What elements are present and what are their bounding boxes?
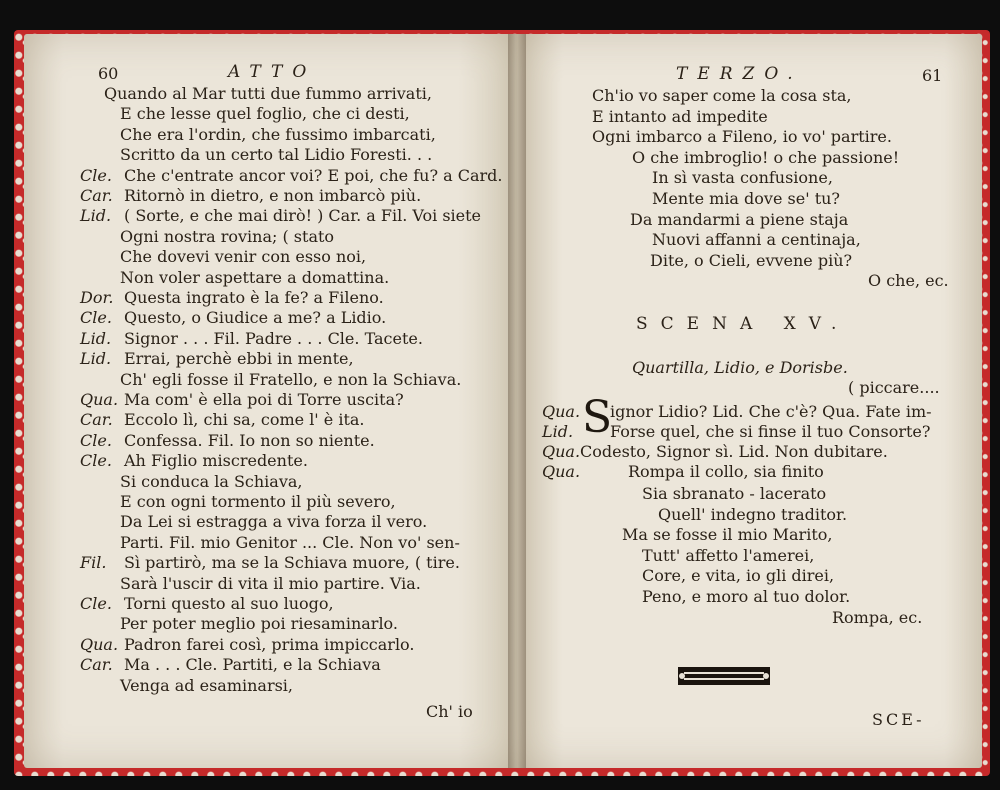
verse-line: Dite, o Cieli, evvene più? (650, 250, 853, 270)
speaker-label: Cle. (80, 451, 112, 471)
verse-line: Sì partirò, ma se la Schiava muore, ( tire. (124, 553, 460, 573)
verse-line: Da Lei si estragga a viva forza il vero. (120, 512, 428, 532)
verse-line: Ah Figlio miscredente. (124, 451, 308, 471)
verse-line: Scritto da un certo tal Lidio Foresti. . . (120, 145, 433, 165)
verse-line: Che c'entrate ancor voi? E poi, che fu? a Card. (124, 165, 503, 185)
speaker-label: Lid. (80, 349, 112, 369)
verse-line: Che dovevi venir con esso noi, (120, 247, 367, 267)
verse-line: Ch'io vo saper come la cosa sta, (592, 86, 852, 105)
verse-line: E intanto ad impedite (592, 106, 768, 126)
scene-heading: SCENA XV. (636, 314, 850, 334)
aria-line: Ma se fosse il mio Marito, (622, 525, 833, 545)
catchword-left: Ch' io (426, 702, 473, 721)
running-head-left: ATTO (228, 62, 317, 82)
verse-line: Non voler aspettare a domattina. (120, 267, 390, 287)
speaker-label: Dor. (80, 288, 114, 307)
speaker-label: Lid. (80, 206, 112, 226)
verse-line: Questa ingrato è la fe? a Fileno. (124, 288, 384, 307)
verse-line: Signor . . . Fil. Padre . . . Cle. Tacete. (124, 328, 423, 348)
speaker-label: Qua. (542, 402, 581, 421)
aria-repeat: Rompa, ec. (832, 608, 923, 627)
verse-line: Ch' egli fosse il Fratello, e non la Schiava. (120, 369, 462, 389)
verse-line: Ritornò in dietro, e non imbarcò più. (124, 186, 422, 205)
running-head-right: TERZO. (676, 64, 803, 84)
aria-line: Peno, e moro al tuo dolor. (642, 587, 851, 606)
verse-line: E che lesse quel foglio, che ci desti, (120, 104, 410, 124)
speaker-label: Lid. (542, 422, 574, 441)
verse-line: E con ogni tormento il più severo, (120, 492, 396, 511)
verse-line: Per poter meglio poi riesaminarlo. (120, 614, 398, 634)
stage-fragment: ( piccare.... (848, 378, 940, 397)
drop-cap: S (582, 392, 613, 443)
aria-line: Sia sbranato - lacerato (642, 484, 827, 503)
page-number-left: 60 (98, 64, 119, 83)
verse-line: Quando al Mar tutti due fummo arrivati, (104, 84, 432, 103)
verse-line: Torni questo al suo luogo, (124, 594, 334, 613)
verse-line: Questo, o Giudice a me? a Lidio. (124, 308, 387, 328)
speaker-label: Qua. (542, 442, 581, 461)
verse-line: Venga ad esaminarsi, (120, 675, 294, 695)
speaker-label: Cle. (80, 430, 112, 450)
verse-line: Che era l'ordin, che fussimo imbarcati, (120, 124, 436, 144)
verse-line: Parti. Fil. mio Genitor ... Cle. Non vo' sen- (120, 532, 460, 552)
verse-line: Confessa. Fil. Io non so niente. (124, 430, 375, 450)
verse-line: Sarà l'uscir di vita il mio partire. Via. (120, 573, 421, 593)
verse-line: Si conduca la Schiava, (120, 471, 303, 491)
dialogue-line: Forse quel, che si finse il tuo Consorte? (610, 422, 931, 441)
verse-line: Padron farei così, prima impiccarlo. (124, 634, 415, 654)
scene-characters: Quartilla, Lidio, e Dorisbe. (632, 358, 848, 377)
aria-line: Quell' indegno traditor. (658, 504, 848, 524)
book-gutter (508, 34, 526, 768)
verse-line: In sì vasta confusione, (652, 168, 833, 188)
speaker-label: Qua. (80, 390, 119, 409)
page-number-right: 61 (922, 66, 943, 85)
verse-line: Da mandarmi a piene staja (630, 209, 849, 229)
aria-line: Tutt' affetto l'amerei, (642, 545, 815, 565)
verse-line: Ma . . . Cle. Partiti, e la Schiava (124, 655, 381, 675)
verse-line: Eccolo lì, chi sa, come l' è ita. (124, 410, 365, 430)
verse-line: Ogni imbarco a Fileno, io vo' partire. (592, 127, 892, 147)
speaker-label: Lid. (80, 328, 112, 348)
verse-line: ( Sorte, e che mai dirò! ) Car. a Fil. Voi siete (124, 206, 482, 226)
aria-line: Core, e vita, io gli direi, (642, 566, 835, 586)
speaker-label: Car. (80, 186, 113, 205)
speaker-label: Qua. (80, 634, 119, 654)
dialogue-line: ignor Lidio? Lid. Che c'è? Qua. Fate im- (610, 402, 932, 421)
dialogue-line: Codesto, Signor sì. Lid. Non dubitare. (580, 442, 888, 461)
speaker-label: Cle. (80, 308, 112, 328)
verse-line: Errai, perchè ebbi in mente, (124, 349, 354, 369)
speaker-label: Cle. (80, 165, 112, 185)
speaker-label: Fil. (80, 553, 107, 573)
verse-line: Ma com' è ella poi di Torre uscita? (124, 390, 404, 409)
verse-line: Nuovi affanni a centinaja, (652, 230, 861, 250)
catchword-right: SCE- (872, 710, 925, 729)
verse-line: Ogni nostra rovina; ( stato (120, 226, 335, 246)
speaker-label: Car. (80, 655, 113, 675)
verse-line: O che, ec. (868, 271, 949, 291)
speaker-label: Cle. (80, 594, 112, 613)
speaker-label: Qua. (542, 462, 581, 481)
verse-line: Mente mia dove se' tu? (652, 189, 840, 208)
verse-line: O che imbroglio! o che passione! (632, 147, 900, 167)
speaker-label: Car. (80, 410, 113, 430)
ornament-icon (676, 664, 772, 688)
dialogue-line: Rompa il collo, sia finito (628, 462, 824, 481)
